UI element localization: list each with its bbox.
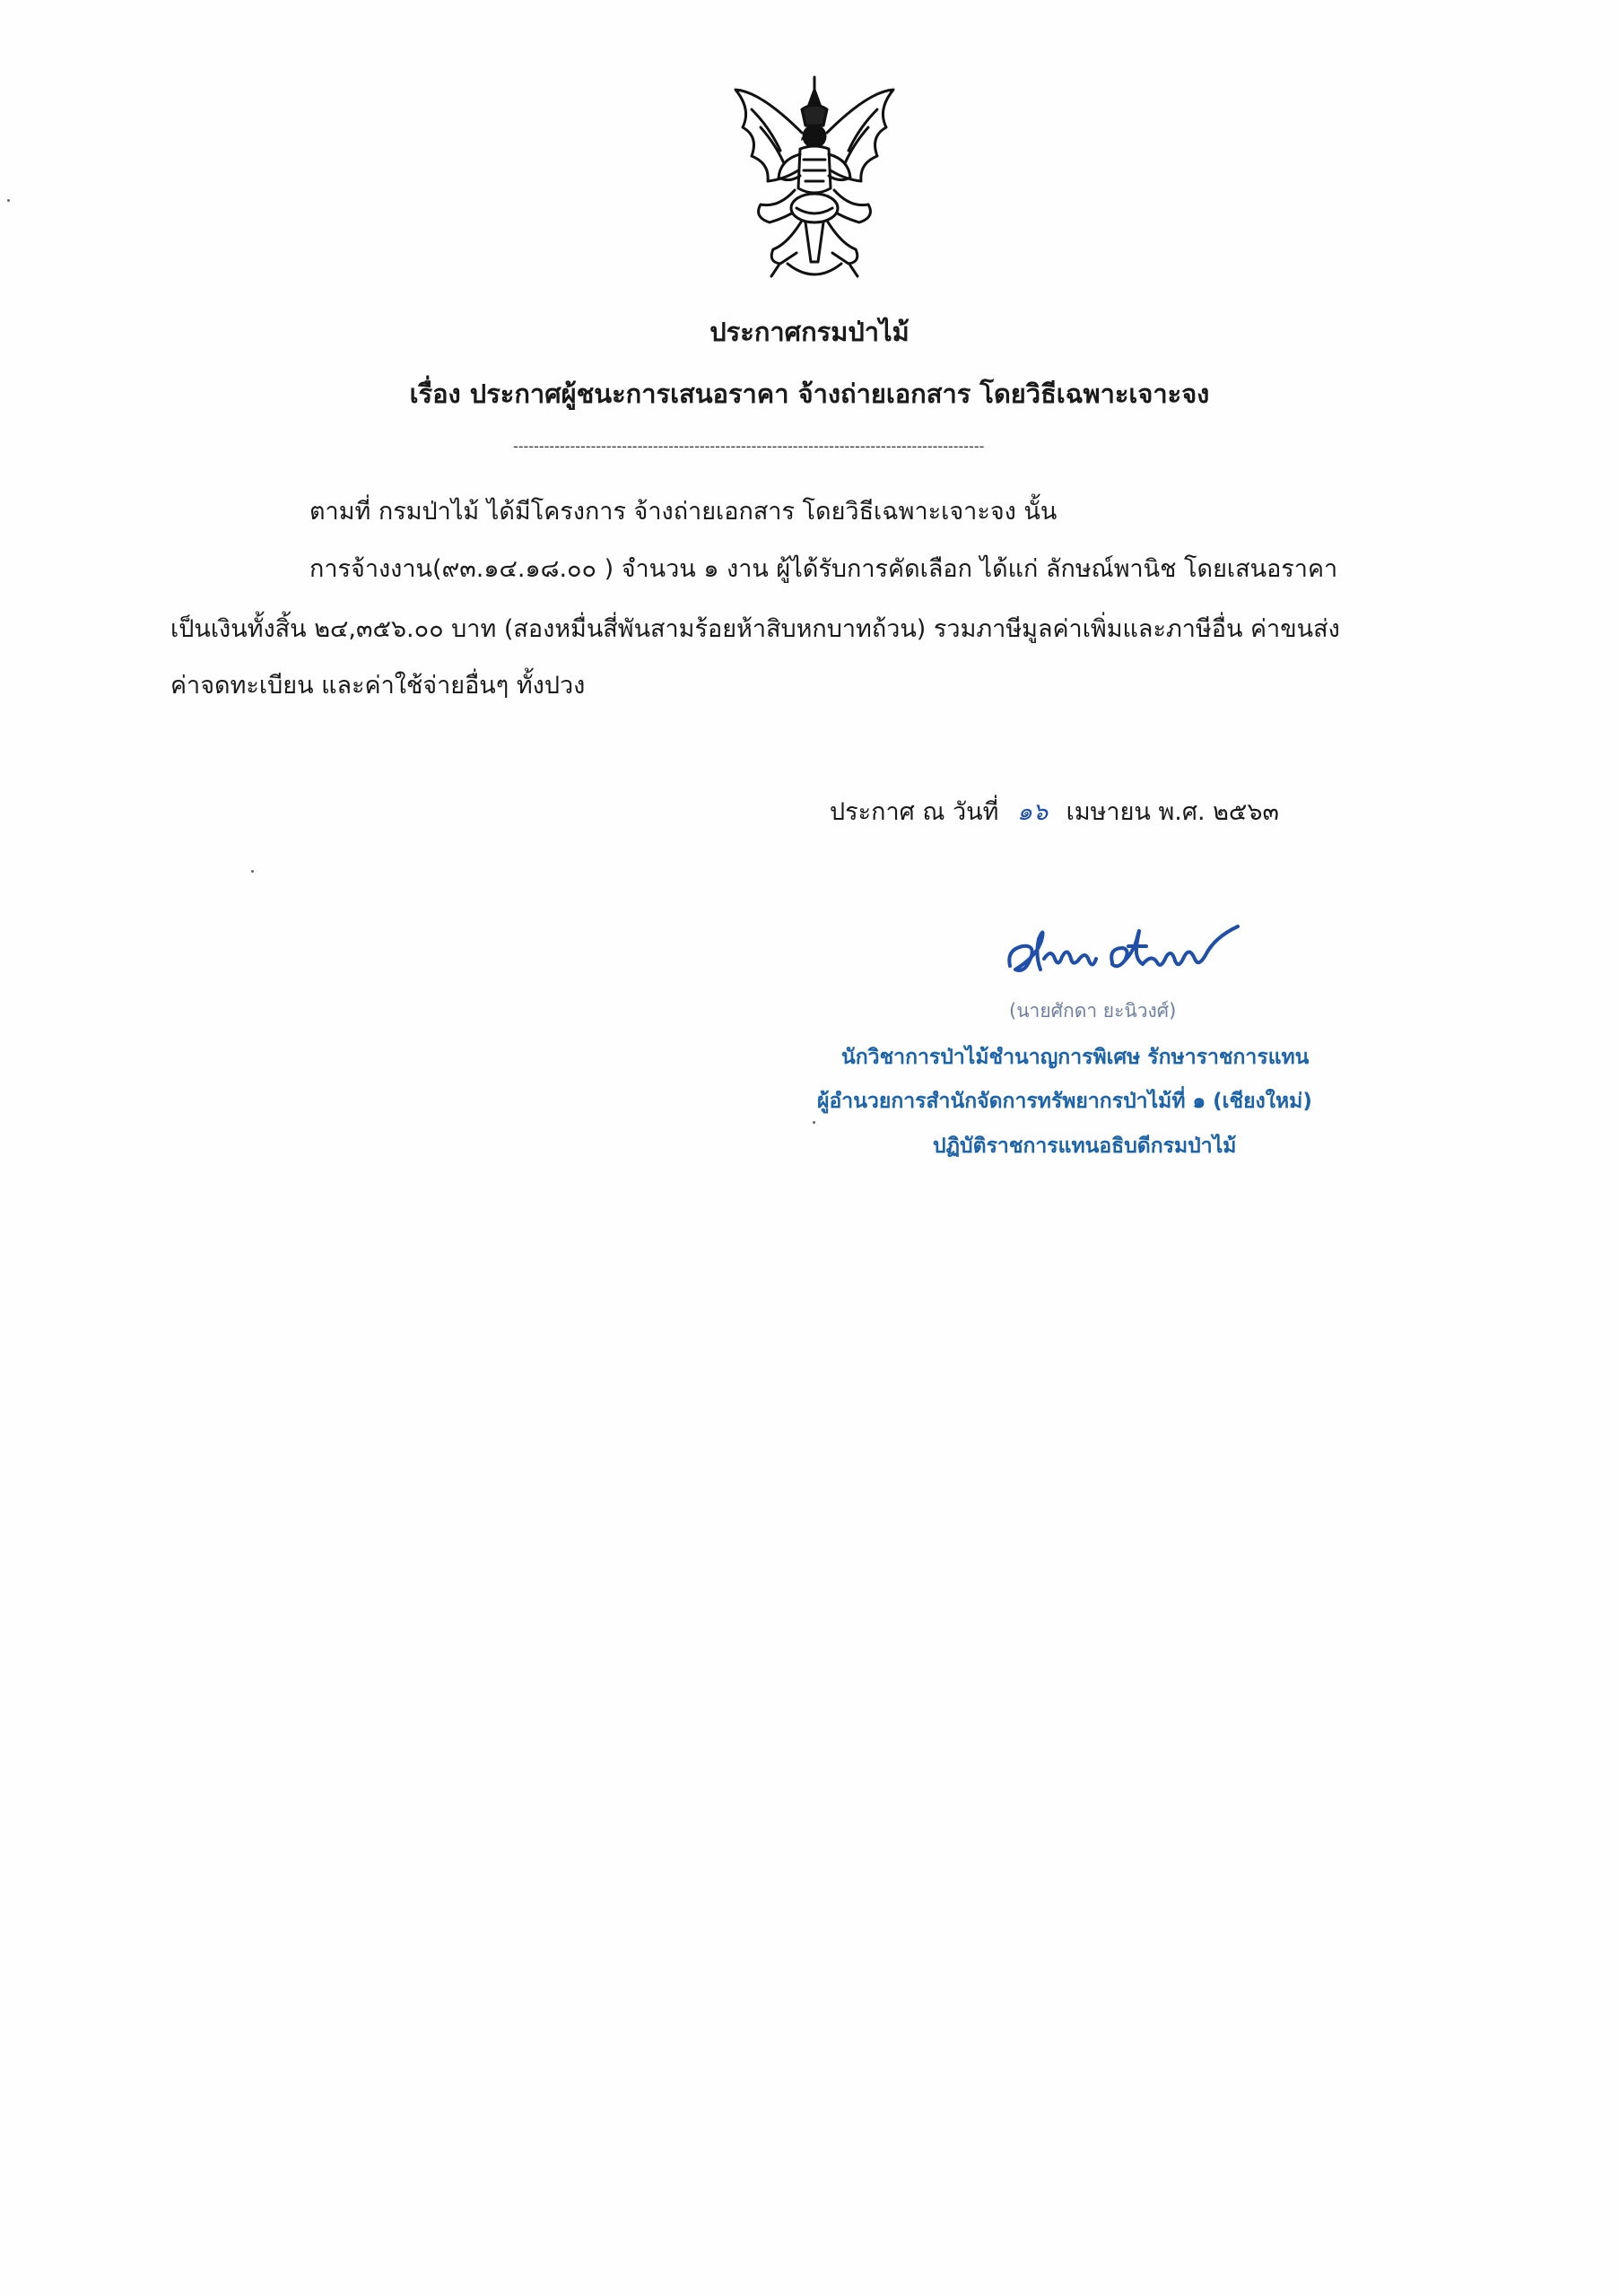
signatory-name: (นายศักดา ยะนิวงศ์) [1009, 1000, 1177, 1022]
body-line-2: การจ้างงาน(๙๓.๑๔.๑๘.๐๐ ) จำนวน ๑ งาน ผู้ได้รับการคัดเลือก ได้แก่ ลักษณ์พานิช โดยเสนอราคา [309, 555, 1338, 583]
date-day-handwritten: ๑๖ [1016, 798, 1049, 826]
garuda-emblem-icon [725, 74, 904, 289]
body-line-3: เป็นเงินทั้งสิ้น ๒๔,๓๕๖.๐๐ บาท (สองหมื่นสี่พันสามร้อยห้าสิบหกบาทถ้วน) รวมภาษีมูลค่าเพิ่มและภาษีอื่น ค่าขนส่ง [170, 615, 1340, 643]
announcement-date [830, 796, 1279, 830]
scan-speck [251, 870, 254, 873]
announcement-title: ประกาศกรมป่าไม้ [709, 317, 910, 347]
position-stamp-line-3: ปฏิบัติราชการแทนอธิบดีกรมป่าไม้ [933, 1135, 1237, 1158]
date-prefix: ประกาศ ณ วันที่ [830, 798, 999, 826]
announcement-subject: เรื่อง ประกาศผู้ชนะการเสนอราคา จ้างถ่ายเอกสาร โดยวิธีเฉพาะเจาะจง [409, 378, 1210, 409]
title-divider: ------------------------------------------------------------------------------------------- [513, 438, 985, 455]
position-stamp-line-1: นักวิชาการป่าไม้ชำนาญการพิเศษ รักษาราชการแทน [841, 1046, 1310, 1069]
handwritten-signature [1003, 910, 1254, 982]
position-stamp-line-2: ผู้อำนวยการสำนักจัดการทรัพยากรป่าไม้ที่ ๑ (เชียงใหม่) [817, 1090, 1312, 1113]
scan-speck [813, 1121, 815, 1124]
date-month-year: เมษายน พ.ศ. ๒๕๖๓ [1066, 798, 1279, 826]
body-line-1: ตามที่ กรมป่าไม้ ได้มีโครงการ จ้างถ่ายเอกสาร โดยวิธีเฉพาะเจาะจง นั้น [309, 498, 1058, 526]
scan-speck [7, 199, 10, 202]
body-line-4: ค่าจดทะเบียน และค่าใช้จ่ายอื่นๆ ทั้งปวง [170, 672, 586, 700]
